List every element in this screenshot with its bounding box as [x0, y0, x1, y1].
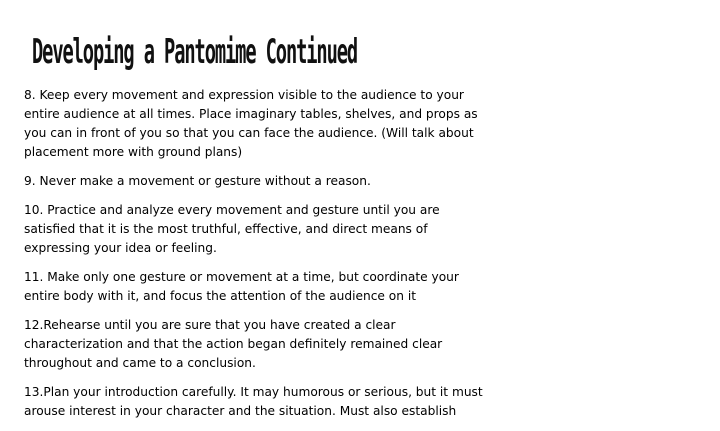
list-item-13: 13.Plan your introduction carefully. It may humorous or serious, but it must arouse interest in your character and the situation. Must also establish [24, 385, 483, 418]
slide-body [24, 86, 494, 431]
list-item-10: 10. Practice and analyze every movement and gesture until you are satisfied that it is the most truthful, effective, and direct means of expressing your idea or feeling. [24, 203, 440, 255]
list-item-8: 8. Keep every movement and expression visible to the audience to your entire audience at all times. Place imaginary tables, shelves, and props as you can in front of you so that you can face the audience. (Will talk about placement more with ground plans) [24, 88, 478, 159]
slide-title: Developing a Pantomime Continued [32, 32, 358, 72]
list-item-12: 12.Rehearse until you are sure that you have created a clear characterization and that the action began definitely remained clear throughout and came to a conclusion. [24, 318, 443, 370]
list-item-9: 9. Never make a movement or gesture without a reason. [24, 174, 371, 188]
list-item-11: 11. Make only one gesture or movement at a time, but coordinate your entire body with it, and focus the attention of the audience on it [24, 270, 459, 303]
